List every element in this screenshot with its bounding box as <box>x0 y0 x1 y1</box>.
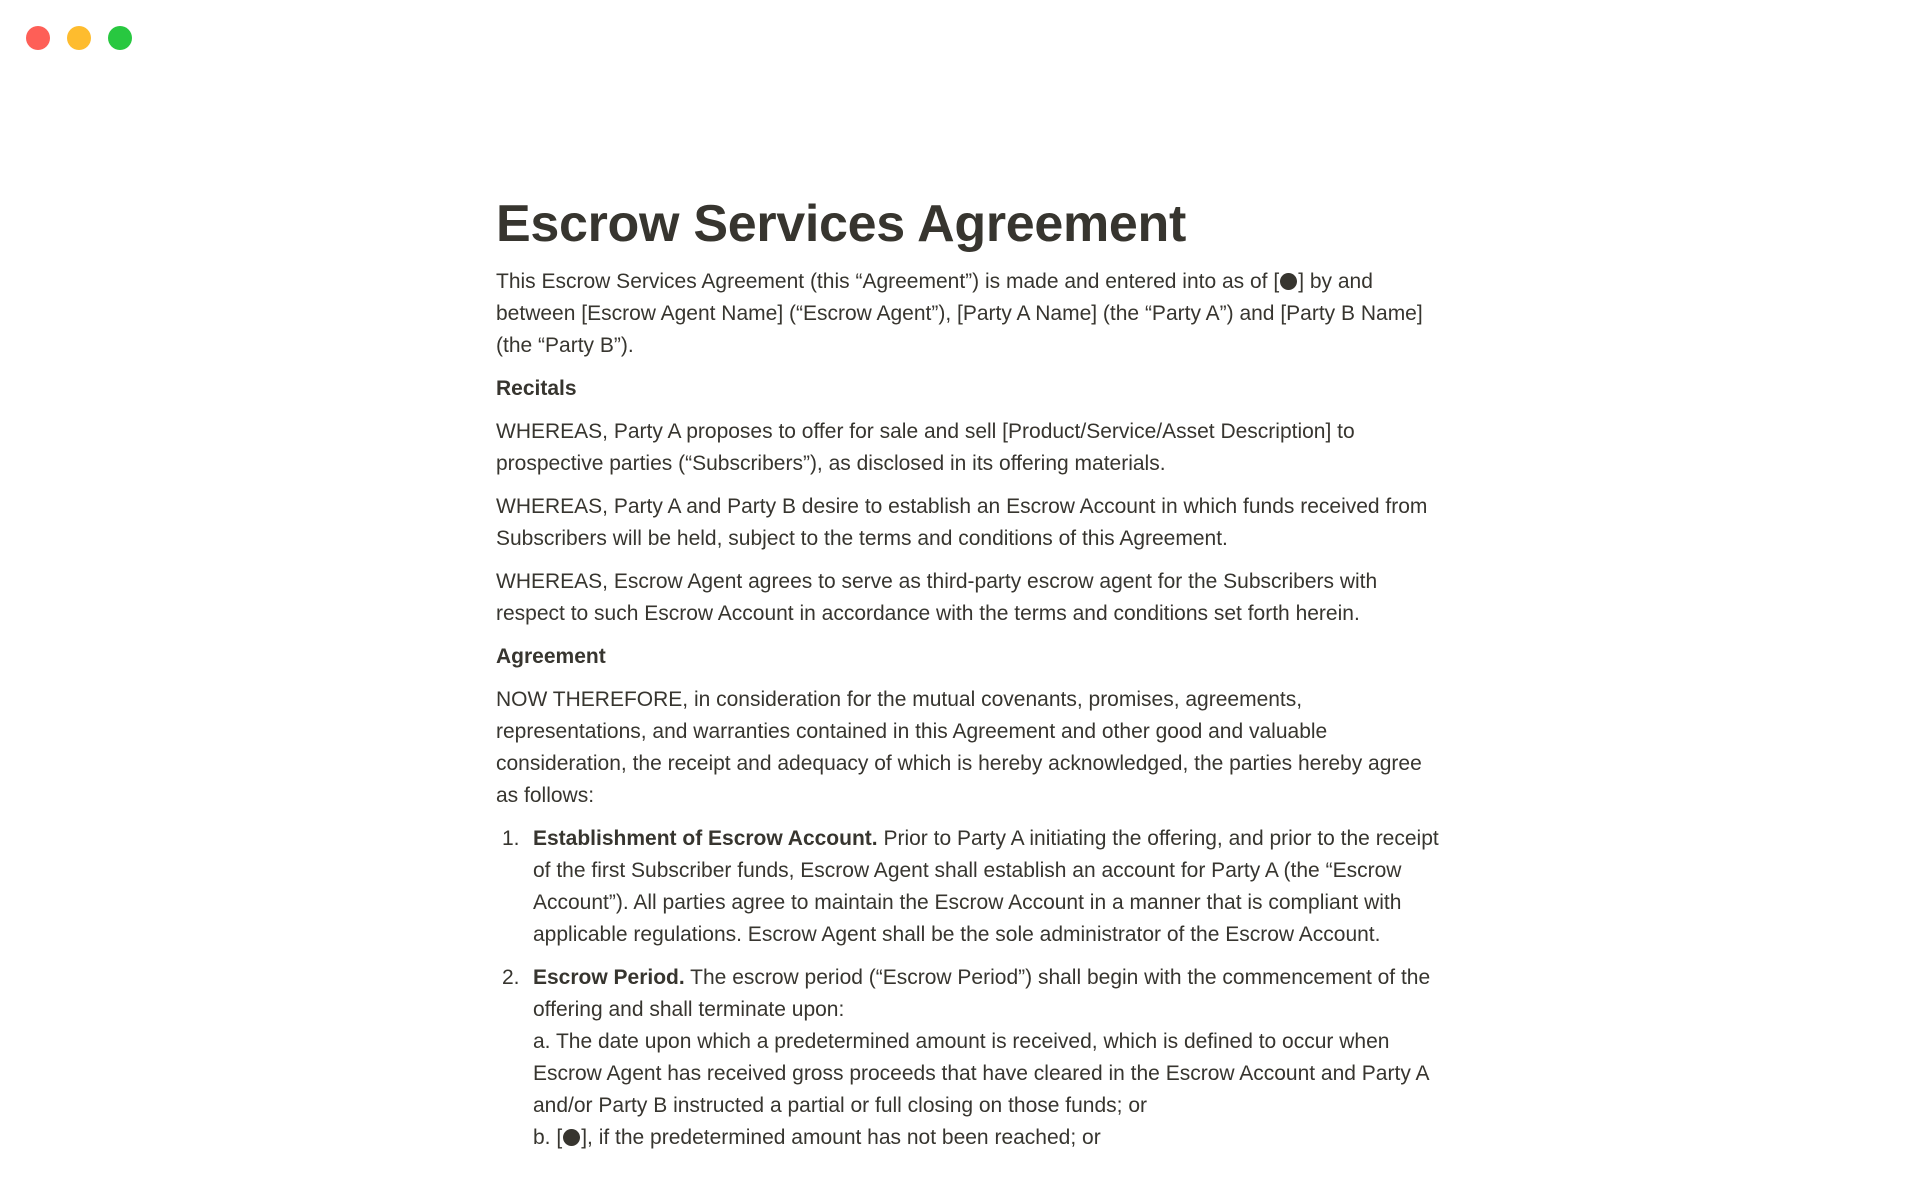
clause-text: Prior to Party A initiating the offering, and prior to the receipt of the first Subscriber funds, Escrow Agent shall establish an account for Party A (the “Escrow Account”). All parties agree to maintain the Escrow Account in a manner that is compliant with applicable regulations. Escrow Agent shall be the sole administrator of the Escrow Account. <box>533 827 1439 946</box>
recital-paragraph[interactable]: WHEREAS, Escrow Agent agrees to serve as third-party escrow agent for the Subscribers with respect to such Escrow Account in accordance with the terms and conditions set forth herein. <box>496 570 1378 625</box>
clauses-list <box>496 823 1444 1154</box>
recital-paragraph[interactable]: WHEREAS, Party A proposes to offer for sale and sell [Product/Service/Asset Description] to prospective parties (“Subscribers”), as disclosed in its offering materials. <box>496 420 1355 475</box>
clause-title: Escrow Period. <box>533 966 685 989</box>
clause-number: 1. <box>502 827 520 850</box>
clause-subitem-b <box>533 1122 1444 1154</box>
clause-number: 2. <box>502 966 520 989</box>
recital-paragraph[interactable]: WHEREAS, Party A and Party B desire to establish an Escrow Account in which funds received from Subscribers will be held, subject to the terms and conditions of this Agreement. <box>496 495 1428 550</box>
subitem-b-text-after: ], if the predetermined amount has not been reached; or <box>581 1126 1101 1149</box>
maximize-window-button[interactable] <box>108 26 132 50</box>
page-title[interactable]: Escrow Services Agreement <box>496 195 1187 253</box>
clause-item[interactable] <box>496 823 1444 951</box>
recitals-heading[interactable]: Recitals <box>496 377 577 400</box>
close-window-button[interactable] <box>26 26 50 50</box>
agreement-heading[interactable]: Agreement <box>496 645 606 668</box>
clause-text: The escrow period (“Escrow Period”) shall begin with the commencement of the offering and shall terminate upon: <box>533 966 1431 1021</box>
agreement-intro-paragraph[interactable]: NOW THEREFORE, in consideration for the mutual covenants, promises, agreements, representations, and warranties contained in this Agreement and other good and valuable consideration, the receipt and adequacy of which is hereby acknowledged, the parties hereby agree as follows: <box>496 688 1422 807</box>
subitem-b-text-before: b. [ <box>533 1126 563 1149</box>
window-controls <box>26 26 132 50</box>
date-placeholder-dot-icon <box>563 1129 580 1146</box>
document-body <box>496 190 1444 1165</box>
intro-text-after: ] by and between [Escrow Agent Name] (“Escrow Agent”), [Party A Name] (the “Party A”) and [Party B Name] (the “Party B”). <box>496 270 1423 357</box>
clause-subitem-a: a. The date upon which a predetermined amount is received, which is defined to occur when Escrow Agent has received gross proceeds that have cleared in the Escrow Account and Party A and/or Party B instructed a partial or full closing on those funds; or <box>533 1030 1429 1117</box>
minimize-window-button[interactable] <box>67 26 91 50</box>
date-placeholder-dot-icon <box>1280 273 1297 290</box>
clause-title: Establishment of Escrow Account. <box>533 827 878 850</box>
intro-text-before: This Escrow Services Agreement (this “Agreement”) is made and entered into as of [ <box>496 270 1280 293</box>
intro-paragraph[interactable] <box>496 266 1444 362</box>
clause-item[interactable] <box>496 962 1444 1154</box>
